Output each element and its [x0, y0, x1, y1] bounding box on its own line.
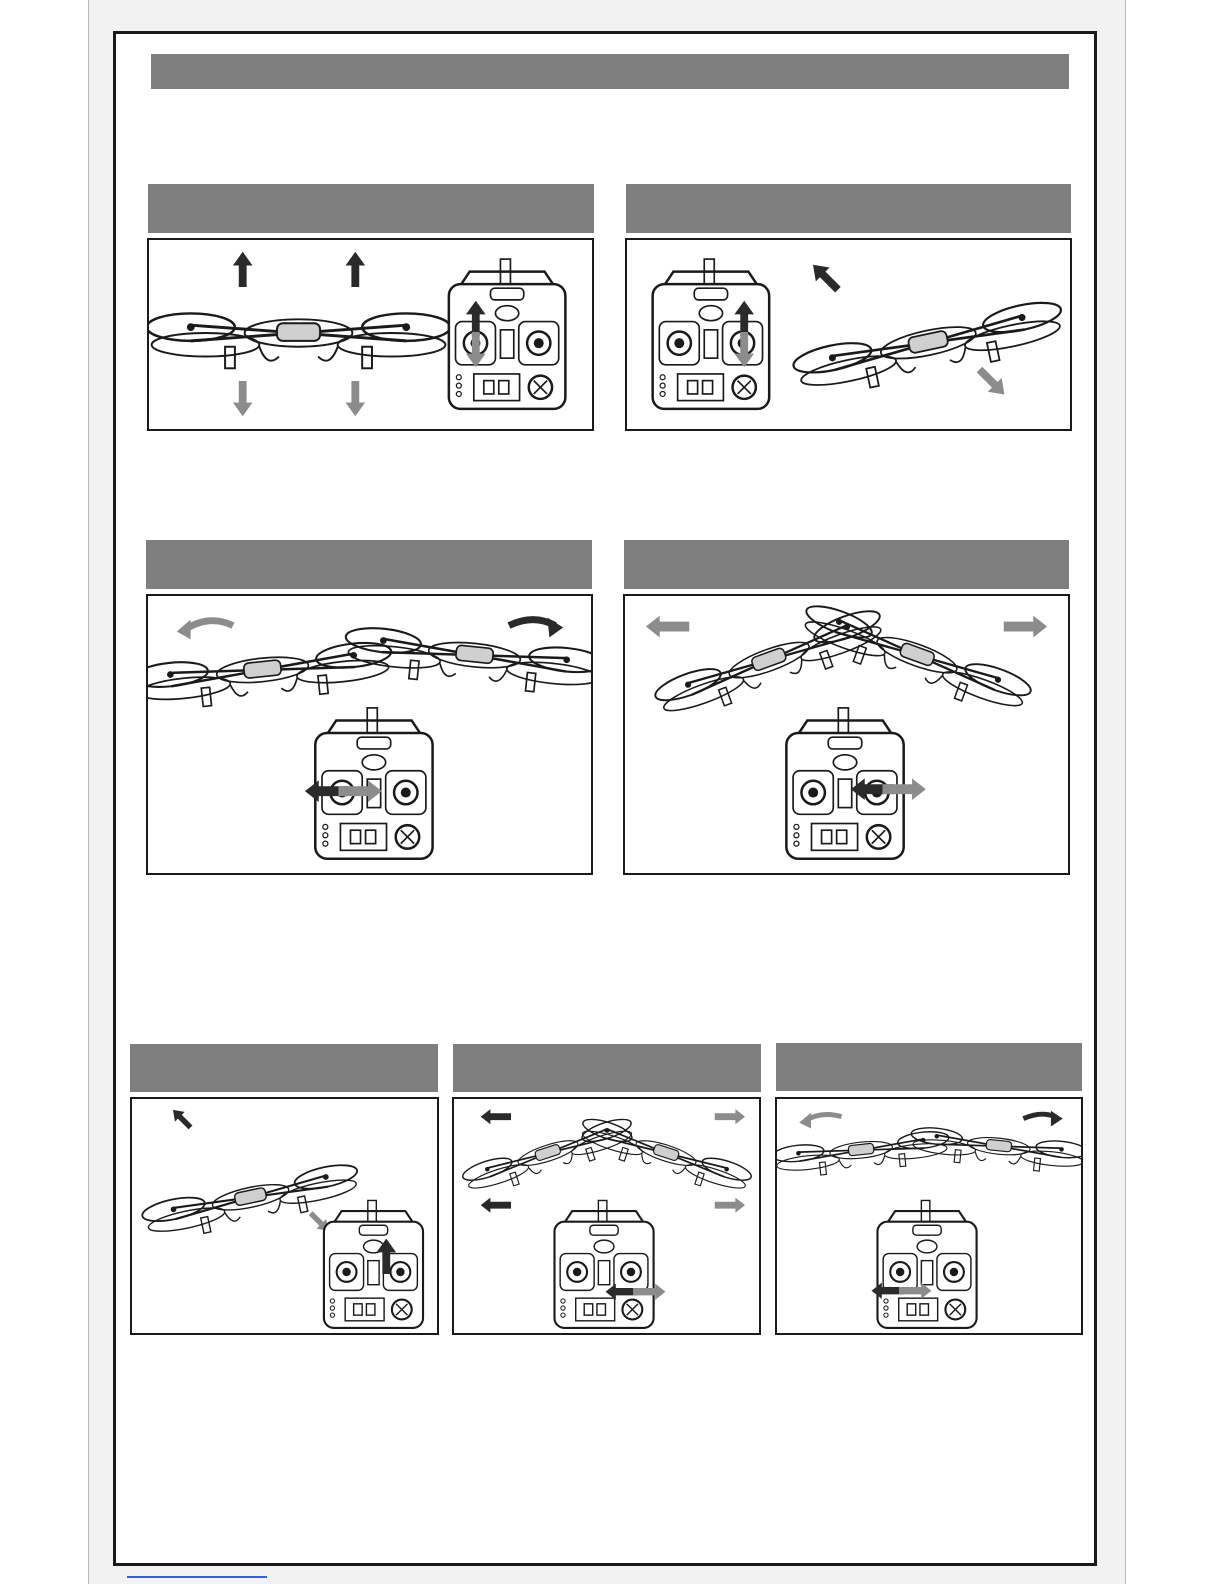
- remote-controller-icon: [449, 259, 566, 409]
- remote-controller-icon: [554, 1200, 653, 1327]
- panel-ascend-descend: [147, 238, 594, 431]
- up-arrow-icon: [233, 252, 253, 287]
- section-header-forward-backward: [626, 184, 1071, 233]
- right-arrow-icon: [715, 1109, 745, 1124]
- remote-controller-icon: [786, 708, 903, 859]
- panel-trim-sideways: [452, 1097, 761, 1335]
- panel-turn: [146, 594, 593, 875]
- remote-controller-icon: [877, 1200, 976, 1327]
- down-arrow-icon: [346, 381, 366, 416]
- left-arrow-icon: [481, 1109, 511, 1124]
- diagonal-arrow-icon: [806, 258, 845, 297]
- diagonal-arrow-icon: [973, 363, 1012, 402]
- section-header-ascend-descend: [148, 184, 594, 233]
- panel-sideways: [623, 594, 1070, 875]
- remote-controller-icon: [315, 708, 432, 859]
- page-title-bar: [151, 54, 1069, 89]
- curved-arrow-icon: [1023, 1114, 1054, 1118]
- diagonal-arrow-icon: [168, 1105, 195, 1132]
- remote-controller-icon: [653, 259, 770, 409]
- right-arrow-icon: [715, 1198, 745, 1213]
- section-header-sideways: [624, 540, 1069, 589]
- quadcopter-drone-icon: [791, 297, 1069, 402]
- quadcopter-drone-icon: [149, 313, 450, 368]
- remote-controller-icon: [324, 1200, 423, 1327]
- up-arrow-icon: [346, 252, 366, 287]
- curved-arrow-icon: [184, 621, 233, 631]
- quadcopter-drone-icon: [148, 640, 395, 714]
- panel-trim-rotation: [775, 1097, 1083, 1335]
- quadcopter-drone-icon: [777, 1130, 951, 1180]
- section-header-trim-sideways: [453, 1044, 761, 1092]
- quadcopter-drone-icon: [909, 1126, 1081, 1176]
- section-header-trim-forward: [130, 1044, 438, 1092]
- quadcopter-drone-icon: [460, 1115, 638, 1200]
- right-arrow-icon: [1004, 616, 1047, 638]
- bottom-link-underline[interactable]: [127, 1576, 267, 1578]
- quadcopter-drone-icon: [576, 1115, 754, 1200]
- panel-trim-forward: [130, 1097, 439, 1335]
- left-arrow-icon: [646, 616, 689, 638]
- left-arrow-icon: [481, 1198, 511, 1213]
- panel-forward-backward: [625, 238, 1072, 431]
- section-header-turn: [146, 540, 592, 589]
- intro-text: [151, 110, 1069, 150]
- section-header-trim-rotation: [776, 1043, 1082, 1091]
- down-arrow-icon: [233, 381, 253, 416]
